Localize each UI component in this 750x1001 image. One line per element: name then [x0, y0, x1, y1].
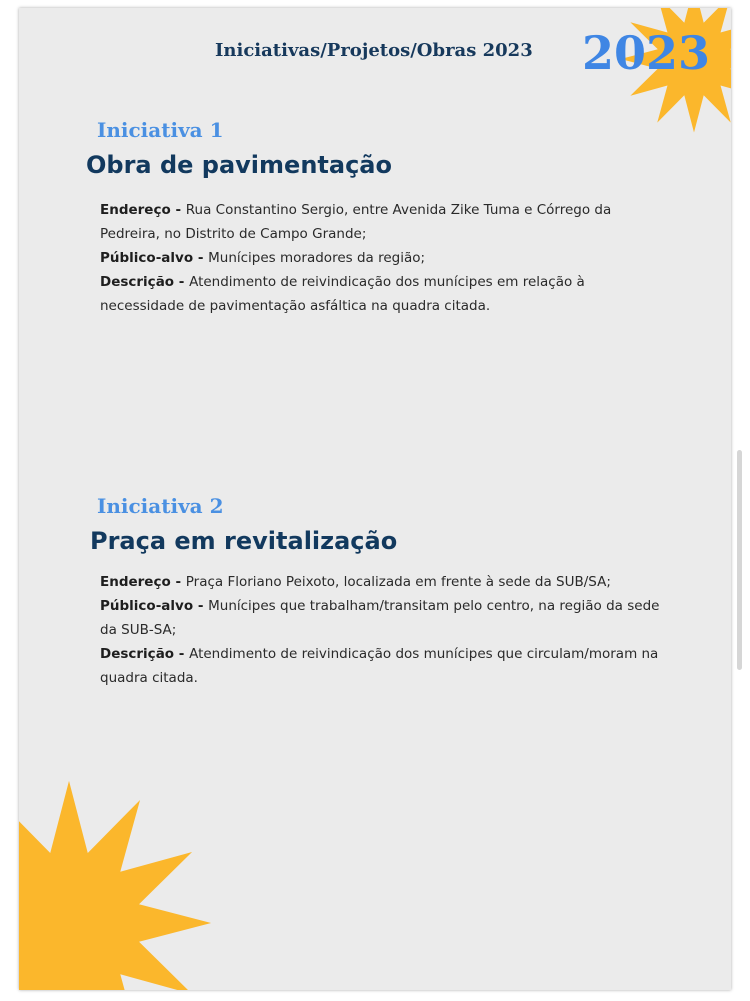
initiative-number: Iniciativa 1 [97, 118, 224, 142]
vertical-scrollbar[interactable] [737, 450, 742, 670]
initiative-details [100, 570, 660, 690]
address-value: Rua Constantino Sergio, entre Avenida Zike Tuma e Córrego da Pedreira, no Distrito de Campo Grande; [100, 202, 612, 242]
initiative-number: Iniciativa 2 [97, 494, 224, 518]
initiative-title: Obra de pavimentação [86, 151, 392, 179]
description-value: Atendimento de reivindicação dos munícipes que circulam/moram na quadra citada. [100, 646, 659, 686]
address-value: Praça Floriano Peixoto, localizada em frente à sede da SUB/SA; [185, 574, 611, 590]
document-page [19, 8, 731, 990]
audience-line [100, 246, 660, 270]
description-label: Descrição - [100, 274, 190, 290]
description-line [100, 642, 660, 690]
year-badge: 2023 [582, 26, 711, 80]
address-line [100, 570, 660, 594]
audience-line [100, 594, 660, 642]
starburst-icon [19, 778, 214, 990]
starburst-shape [19, 781, 211, 990]
initiative-title: Praça em revitalização [90, 527, 398, 555]
initiative-details [100, 198, 660, 318]
audience-value: Munícipes que trabalham/transitam pelo centro, na região da sede da SUB-SA; [100, 598, 660, 638]
address-label: Endereço - [100, 574, 186, 590]
audience-label: Público-alvo - [100, 598, 209, 614]
description-value: Atendimento de reivindicação dos munícipes em relação à necessidade de pavimentação asfáltica na quadra citada. [100, 274, 585, 314]
address-label: Endereço - [100, 202, 186, 218]
address-line [100, 198, 660, 246]
audience-value: Munícipes moradores da região; [208, 250, 426, 266]
description-line [100, 270, 660, 318]
audience-label: Público-alvo - [100, 250, 209, 266]
description-label: Descrição - [100, 646, 190, 662]
page-header-title: Iniciativas/Projetos/Obras 2023 [215, 40, 533, 61]
